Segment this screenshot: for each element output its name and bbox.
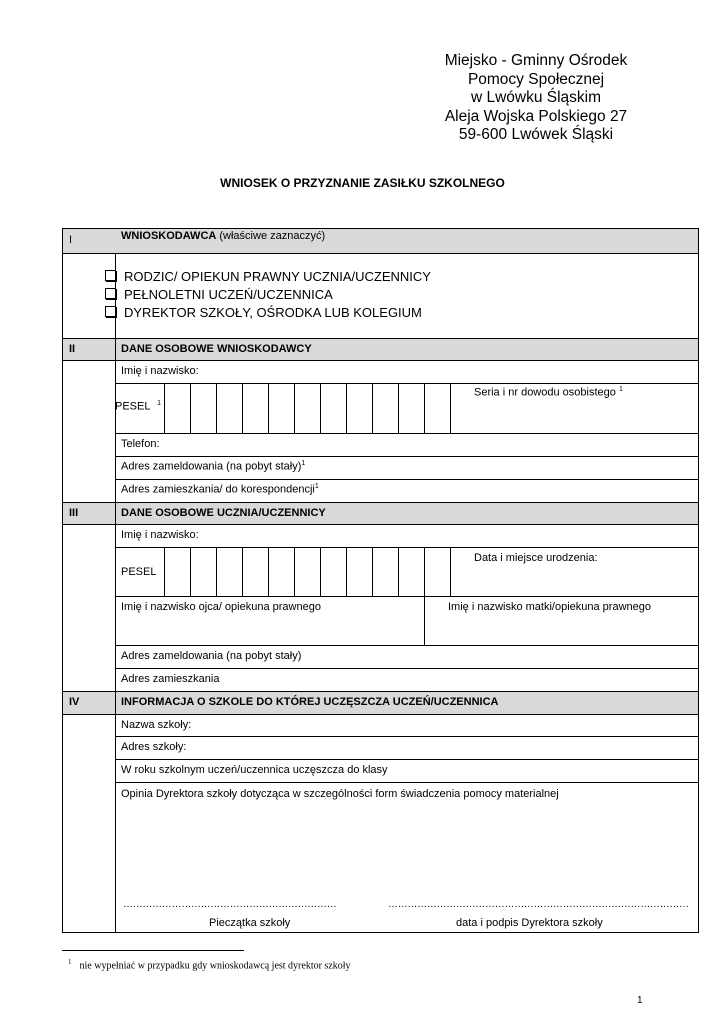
birth-date-place-field[interactable]: Data i miejsce urodzenia: <box>474 552 598 564</box>
section-2-heading: DANE OSOBOWE WNIOSKODAWCY <box>121 343 312 355</box>
application-form <box>62 228 699 933</box>
class-field[interactable]: W roku szkolnym uczeń/uczennica uczęszcza do klasy <box>121 764 388 776</box>
mother-name-field[interactable]: Imię i nazwisko matki/opiekuna prawnego <box>448 601 651 613</box>
applicant-name-field[interactable]: Imię i nazwisko: <box>121 365 199 377</box>
address-line: 59-600 Lwówek Śląski <box>458 126 614 144</box>
applicant-residence-address-field[interactable] <box>121 483 319 496</box>
checkbox-icon[interactable] <box>105 270 116 281</box>
residence-address-label: Adres zamieszkania/ do korespondencji <box>121 483 315 496</box>
applicant-pesel-field[interactable] <box>115 400 161 413</box>
student-name-field[interactable]: Imię i nazwisko: <box>121 529 199 541</box>
option-label: RODZIC/ OPIEKUN PRAWNY UCZNIA/UCZENNICY <box>124 269 431 284</box>
pesel-label: PESEL <box>115 400 151 413</box>
footnote-ref: 1 <box>301 460 306 467</box>
student-residence-address-field[interactable]: Adres zamieszkania <box>121 673 220 685</box>
father-name-field[interactable]: Imię i nazwisko ojca/ opiekuna prawnego <box>121 601 321 613</box>
school-name-field[interactable]: Nazwa szkoły: <box>121 719 192 731</box>
footnote-text: nie wypełniać w przypadku gdy wnioskodawcą jest dyrektor szkoły <box>79 960 351 972</box>
option-school-director[interactable] <box>105 305 422 320</box>
section-2-number: II <box>69 343 76 355</box>
signature-dotted-line: ………………………………………………………………………………… <box>388 899 689 910</box>
footnote-separator <box>62 950 244 951</box>
section-3-heading: DANE OSOBOWE UCZNIA/UCZENNICY <box>121 507 326 519</box>
document-title: WNIOSEK O PRZYZNANIE ZASIŁKU SZKOLNEGO <box>220 176 505 190</box>
phone-field[interactable]: Telefon: <box>121 438 160 450</box>
footnote-ref: 1 <box>618 386 623 393</box>
applicant-registered-address-field[interactable] <box>121 460 305 473</box>
stamp-label: Pieczątka szkoły <box>209 917 291 929</box>
section-3-number: III <box>69 507 79 519</box>
director-opinion-field[interactable]: Opinia Dyrektora szkoły dotycząca w szczególności form świadczenia pomocy materialnej <box>121 788 559 800</box>
student-pesel-field[interactable]: PESEL <box>121 566 157 578</box>
footnote-mark: 1 <box>68 958 72 966</box>
section-1-number: I <box>69 234 73 246</box>
section-1-title: WNIOSKODAWCA <box>121 230 217 242</box>
address-line: w Lwówku Śląskim <box>470 89 602 107</box>
option-parent[interactable] <box>105 269 431 284</box>
address-line: Miejsko - Gminny Ośrodek <box>444 52 628 69</box>
registered-address-label: Adres zameldowania (na pobyt stały) <box>121 460 302 473</box>
address-line: Pomocy Społecznej <box>467 70 605 88</box>
stamp-dotted-line: ………………………………………………………… <box>123 899 337 910</box>
footnote <box>68 958 351 971</box>
address-line: Aleja Wojska Polskiego 27 <box>444 107 628 125</box>
id-card-field[interactable] <box>474 386 623 399</box>
section-4-heading: INFORMACJA O SZKOLE DO KTÓREJ UCZĘSZCZA UCZEŃ/UCZENNICA <box>121 696 499 708</box>
section-1-note: (właściwe zaznaczyć) <box>216 230 326 242</box>
section-4-number: IV <box>69 696 80 708</box>
footnote-ref: 1 <box>314 483 319 490</box>
student-registered-address-field[interactable]: Adres zameldowania (na pobyt stały) <box>121 650 302 662</box>
section-1-heading <box>121 230 325 242</box>
option-adult-student[interactable] <box>105 287 333 302</box>
checkbox-icon[interactable] <box>105 306 116 317</box>
footnote-ref: 1 <box>157 400 162 407</box>
option-label: DYREKTOR SZKOŁY, OŚRODKA LUB KOLEGIUM <box>124 305 422 320</box>
checkbox-icon[interactable] <box>105 288 116 299</box>
page-number: 1 <box>637 995 643 1006</box>
id-card-label: Seria i nr dowodu osobistego <box>474 386 616 399</box>
signature-label: data i podpis Dyrektora szkoły <box>456 917 603 929</box>
option-label: PEŁNOLETNI UCZEŃ/UCZENNICA <box>124 287 333 302</box>
school-address-field[interactable]: Adres szkoły: <box>121 741 187 753</box>
institution-address <box>430 52 642 145</box>
